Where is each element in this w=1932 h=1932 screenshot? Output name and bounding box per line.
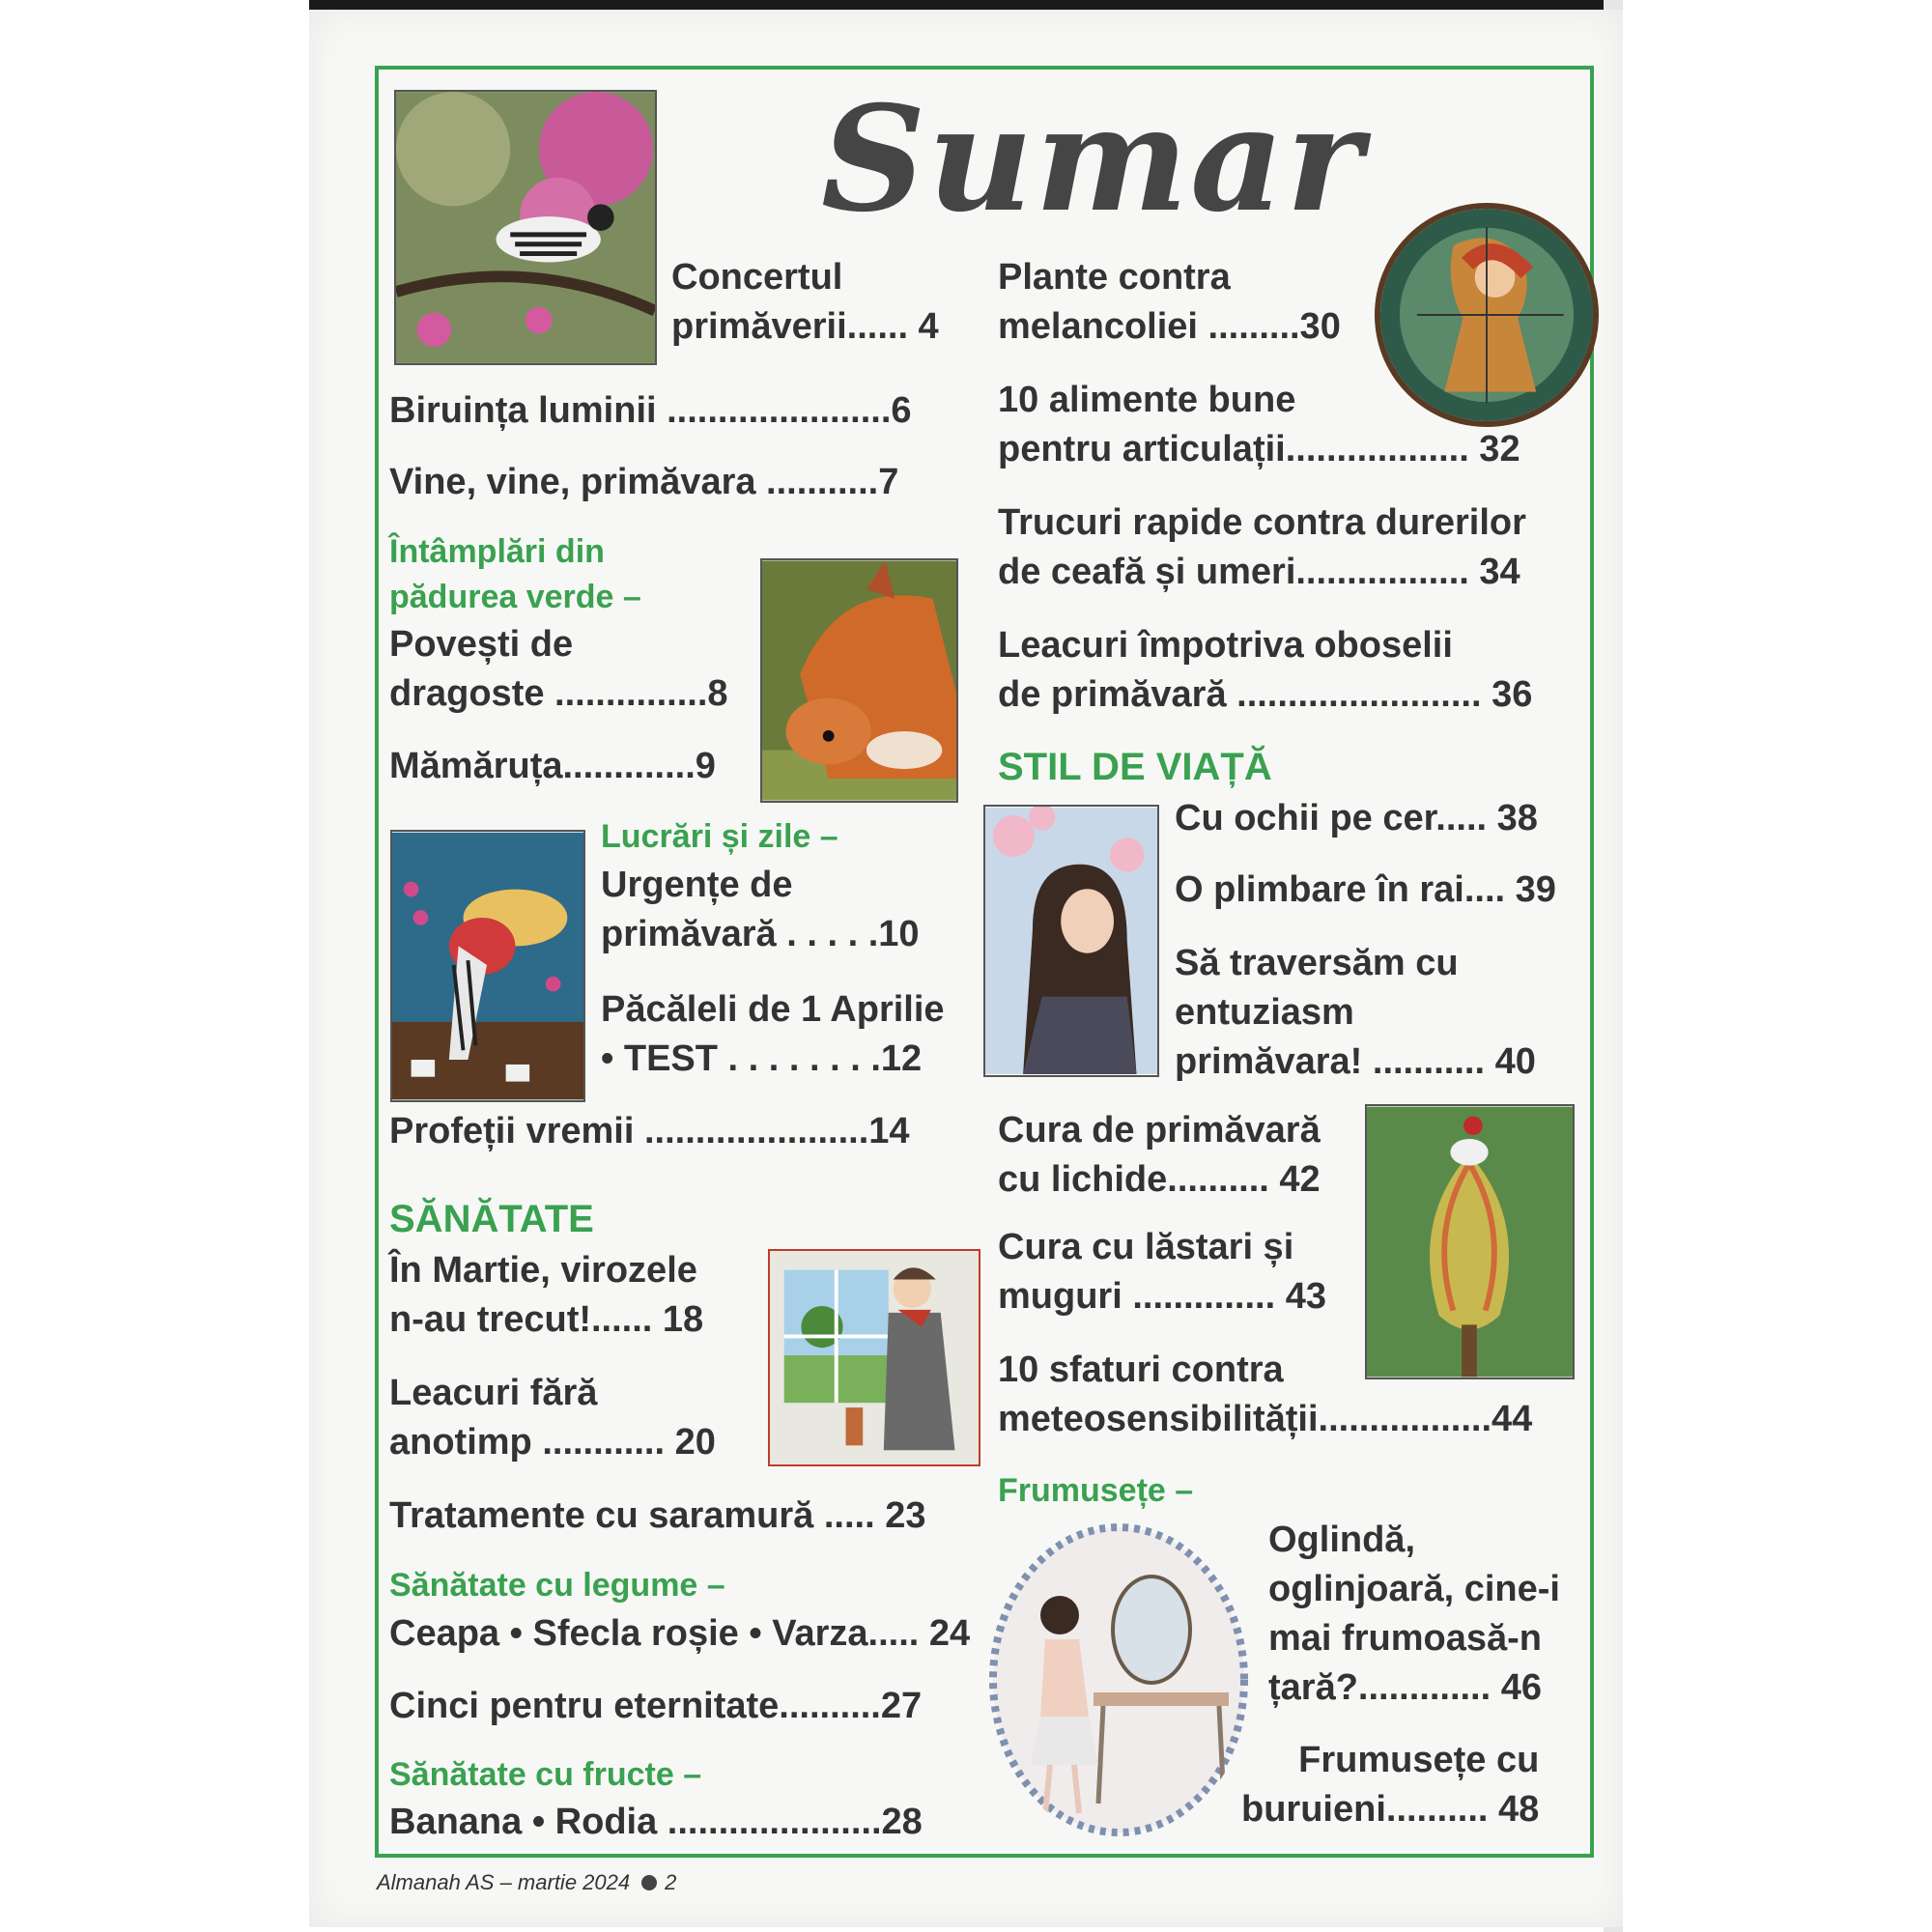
toc-line: Leacuri împotriva oboselii [998,625,1453,666]
toc-entry-cu-ochii-pe-cer[interactable]: Cu ochii pe cer..... 38 [1175,798,1538,838]
toc-line: de primăvară ........................ 36 [998,674,1533,715]
toc-entry-frumusete-buruieni[interactable] [1241,1736,1539,1834]
toc-entry-sa-traversam[interactable] [1175,939,1536,1087]
toc-line: mai frumoasă-n [1268,1618,1542,1659]
toc-line: Plante contra [998,257,1231,298]
bud-ladybug-photo [1365,1104,1575,1379]
toc-entry-virozele[interactable] [389,1246,703,1345]
toc-entry-povesti-de-dragoste[interactable] [389,620,728,719]
section-heading-stil-de-viata: STIL DE VIAȚĂ [998,746,1272,788]
toc-entry-ceapa-sfecla-varza[interactable]: Ceapa • Sfecla roșie • Varza..... 24 [389,1613,971,1654]
boy-window-icon [770,1251,979,1464]
kicker-line: Lucrări și zile – [601,818,838,855]
toc-line: Frumusețe cu [1298,1740,1540,1780]
toc-entry-pacaleli-test[interactable] [601,985,945,1084]
boy-window-illustration [768,1249,980,1466]
toc-entry-10-alimente[interactable] [998,376,1520,474]
toc-line: Povești de [389,624,574,665]
toc-entry-biruinta-luminii[interactable]: Biruința luminii ......................6 [389,390,912,431]
fox-photo [760,558,958,803]
gardener-illustration [390,830,585,1102]
toc-line: melancoliei .........30 [998,306,1341,347]
toc-entry-mamaruta[interactable]: Mămăruța.............9 [389,746,716,786]
toc-line: primăvară . . . . .10 [601,914,920,954]
toc-entry-cura-lastari[interactable] [998,1223,1326,1321]
toc-line: de ceafă și umeri................. 34 [998,552,1520,592]
vanity-mirror-illustration [987,1523,1250,1837]
toc-line: oglinjoară, cine-i [1268,1569,1560,1609]
toc-line: Trucuri rapide contra durerilor [998,502,1526,543]
toc-entry-trucuri-rapide[interactable] [998,498,1526,597]
bud-icon [1367,1106,1573,1378]
bird-photo [394,90,657,365]
toc-line: Oglindă, [1268,1520,1415,1560]
girl-cherry-blossom [983,805,1159,1077]
girl-icon [985,807,1157,1075]
kicker-line: Sănătate cu legume – [389,1567,725,1604]
toc-line: Leacuri fără [389,1373,598,1413]
page-footer [377,1868,676,1897]
section-kicker-legume [389,1563,725,1608]
gardener-icon [392,832,583,1100]
toc-line: Concertul [671,257,843,298]
toc-line: meteosensibilității.................44 [998,1399,1533,1439]
fox-icon [762,560,956,801]
toc-entry-banana-rodia[interactable]: Banana • Rodia .....................28 [389,1802,923,1842]
toc-line: 10 sfaturi contra [998,1350,1284,1390]
bullet-icon [641,1875,657,1890]
toc-line: Urgențe de [601,865,793,905]
toc-entry-leacuri-fara-anotimp[interactable] [389,1369,716,1467]
toc-entry-oglinda[interactable] [1268,1516,1560,1713]
toc-line: buruieni.......... 48 [1241,1789,1540,1830]
section-heading-sanatate: SĂNĂTATE [389,1198,594,1240]
kicker-line: Frumusețe – [998,1472,1194,1509]
toc-entry-vine-primavara[interactable]: Vine, vine, primăvara ...........7 [389,462,899,502]
toc-entry-profetii-vremii[interactable]: Profeții vremii ......................14 [389,1111,910,1151]
footer-text: Almanah AS – martie 2024 [377,1870,631,1894]
section-kicker-frumusete [998,1468,1193,1514]
toc-entry-saramura[interactable]: Tratamente cu saramură ..... 23 [389,1495,926,1536]
kicker-line: pădurea verde – [389,579,641,615]
page-title: Sumar [821,74,1365,244]
bird-photo-icon [396,92,655,363]
toc-line: pentru articulații.................. 32 [998,429,1520,469]
toc-line: anotimp ............ 20 [389,1422,716,1463]
toc-line: 10 alimente bune [998,380,1296,420]
page-number: 2 [665,1870,677,1894]
toc-entry-concertul-primaverii[interactable] [671,253,939,352]
toc-entry-cinci-pentru-eternitate[interactable]: Cinci pentru eternitate..........27 [389,1686,923,1726]
toc-entry-urgente-de-primavara[interactable] [601,861,920,959]
toc-line: Cura de primăvară [998,1110,1321,1151]
toc-line: dragoste ...............8 [389,673,728,714]
section-kicker-lucrari [601,814,838,860]
toc-entry-plante-contra-melancoliei[interactable] [998,253,1341,352]
kicker-line: Întâmplări din [389,533,605,570]
toc-line: Păcăleli de 1 Aprilie [601,989,945,1030]
toc-line: primăvara! ........... 40 [1175,1041,1536,1082]
toc-line: Să traversăm cu [1175,943,1459,983]
toc-entry-cura-lichide[interactable] [998,1106,1321,1205]
toc-line: În Martie, virozele [389,1250,697,1291]
toc-line: țară?............. 46 [1268,1667,1542,1708]
toc-entry-leacuri-oboseala[interactable] [998,621,1532,720]
kicker-line: Sănătate cu fructe – [389,1756,702,1793]
toc-line: entuziasm [1175,992,1354,1033]
toc-line: cu lichide.......... 42 [998,1159,1321,1200]
toc-line: primăverii...... 4 [671,306,939,347]
vanity-icon [987,1523,1250,1837]
toc-line: muguri .............. 43 [998,1276,1326,1317]
toc-line: n-au trecut!...... 18 [389,1299,704,1340]
toc-line: • TEST . . . . . . . .12 [601,1038,923,1079]
toc-entry-10-sfaturi[interactable] [998,1346,1532,1444]
section-kicker-intamplari [389,529,641,620]
section-kicker-fructe [389,1752,701,1798]
toc-line: Cura cu lăstari și [998,1227,1294,1267]
toc-entry-plimbare-in-rai[interactable]: O plimbare în rai.... 39 [1175,869,1556,910]
